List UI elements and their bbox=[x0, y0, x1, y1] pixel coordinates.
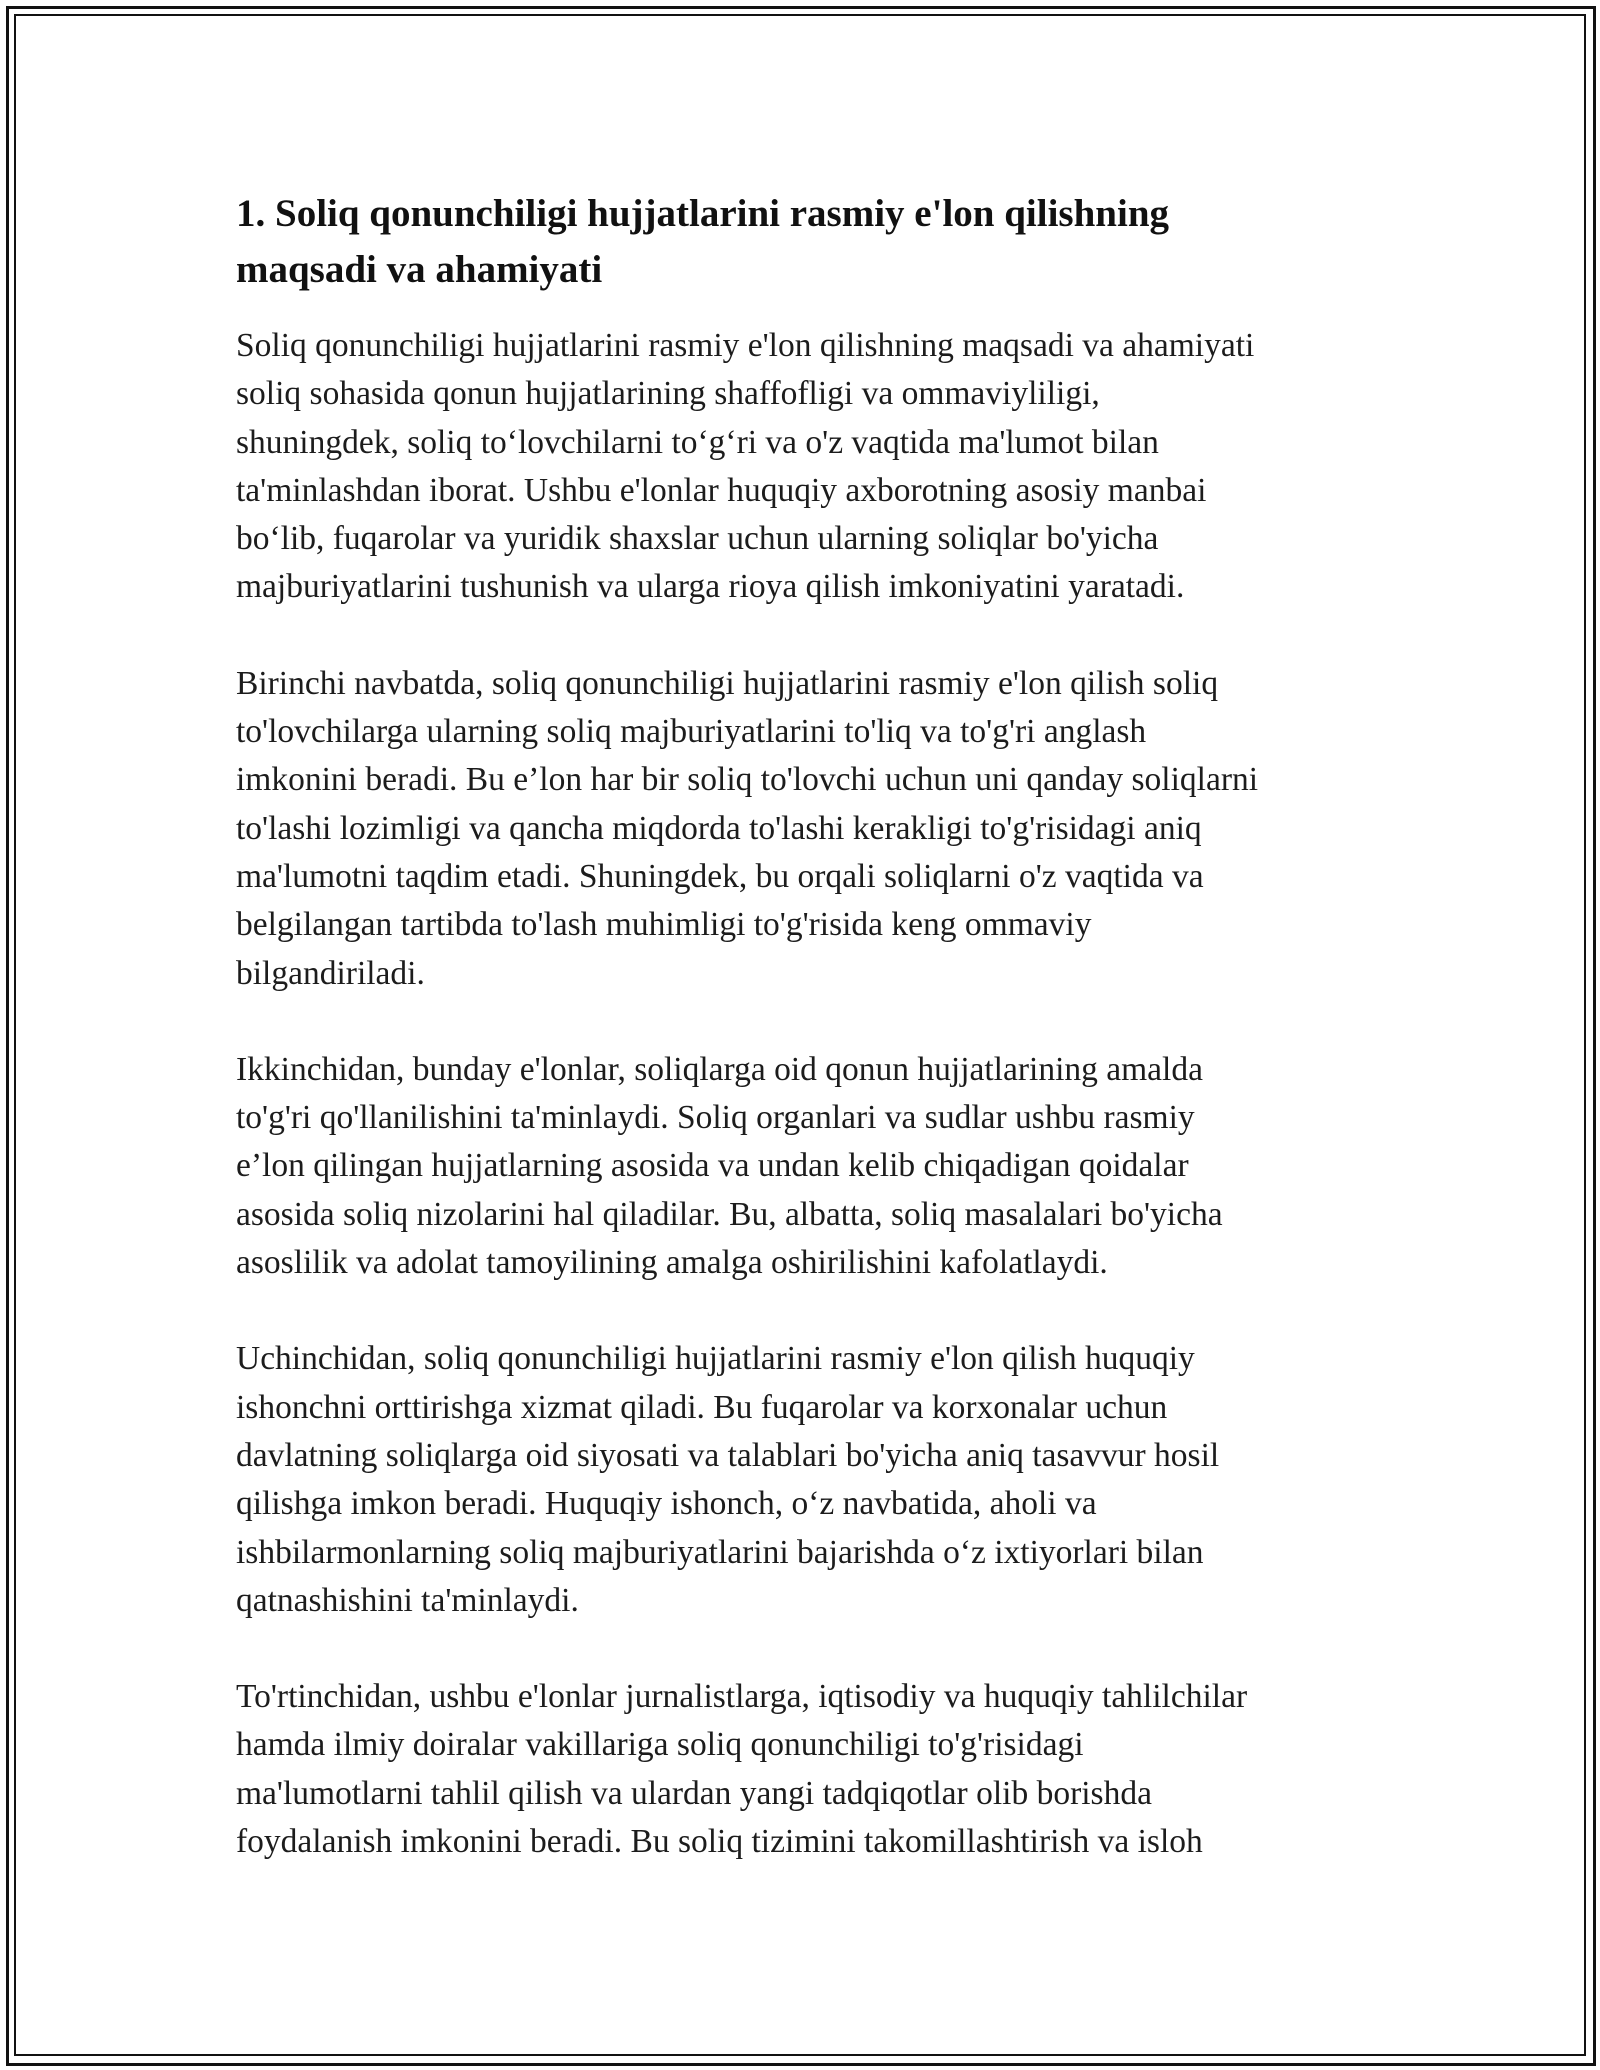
paragraph-intro: Soliq qonunchiligi hujjatlarini rasmiy e'lon qilishning maqsadi va ahamiyati soliq sohasida qonun hujjatlarining shaffofligi va ommaviyliligi, shuningdek, soliq to‘lovchilarni to‘g‘ri va o'z vaqtida ma'lumot bilan ta'minlashdan iborat. Ushbu e'lonlar huquqiy axborotning asosiy manbai bo‘lib, fuqarolar va yuridik shaxslar uchun ularning soliqlar bo'yicha majburiyatlarini tushunish va ularga rioya qilish imkoniyatini yaratadi. bbox=[236, 327, 1255, 606]
section-heading: 1. Soliq qonunchiligi hujjatlarini rasmiy e'lon qilishning maqsadi va ahamiyati bbox=[236, 192, 1170, 291]
paragraph-fourth: To'rtinchidan, ushbu e'lonlar jurnalistlarga, iqtisodiy va huquqiy tahlilchilar hamda ilmiy doiralar vakillariga soliq qonunchiligi to'g'risidagi ma'lumotlarni tahlil qilish va ulardan yangi tadqiqotlar olib borishda foydalanish imkonini beradi. Bu soliq tizimini takomillashtirish va isloh bbox=[236, 1678, 1248, 1861]
paragraph-third: Uchinchidan, soliq qonunchiligi hujjatlarini rasmiy e'lon qilish huquqiy ishonchni orttirishga xizmat qiladi. Bu fuqarolar va korxonalar uchun davlatning soliqlarga oid siyosati va talablari bo'yicha aniq tasavvur hosil qilishga imkon beradi. Huquqiy ishonch, o‘z navbatida, aholi va ishbilarmonlarning soliq majburiyatlarini bajarishda o‘z ixtiyorlari bilan qatnashishini ta'minlaydi. bbox=[236, 1340, 1220, 1619]
document-body bbox=[236, 186, 1386, 1914]
paragraph-first: Birinchi navbatda, soliq qonunchiligi hujjatlarini rasmiy e'lon qilish soliq to'lovchilarga ularning soliq majburiyatlarini to'liq va to'g'ri anglash imkonini beradi. Bu e’lon har bir soliq to'lovchi uchun uni qanday soliqlarni to'lashi lozimligi va qancha miqdorda to'lashi kerakligi to'g'risidagi aniq ma'lumotni taqdim etadi. Shuningdek, bu orqali soliqlarni o'z vaqtida va belgilangan tartibda to'lash muhimligi to'g'risida keng ommaviy bilgandiriladi. bbox=[236, 664, 1259, 992]
paragraph-second: Ikkinchidan, bunday e'lonlar, soliqlarga oid qonun hujjatlarining amalda to'g'ri qo'llanilishini ta'minlaydi. Soliq organlari va sudlar ushbu rasmiy e’lon qilingan hujjatlarning asosida va undan kelib chiqadigan qoidalar asosida soliq nizolarini hal qiladilar. Bu, albatta, soliq masalalari bo'yicha asoslilik va adolat tamoyilining amalga oshirilishini kafolatlaydi. bbox=[236, 1050, 1223, 1282]
